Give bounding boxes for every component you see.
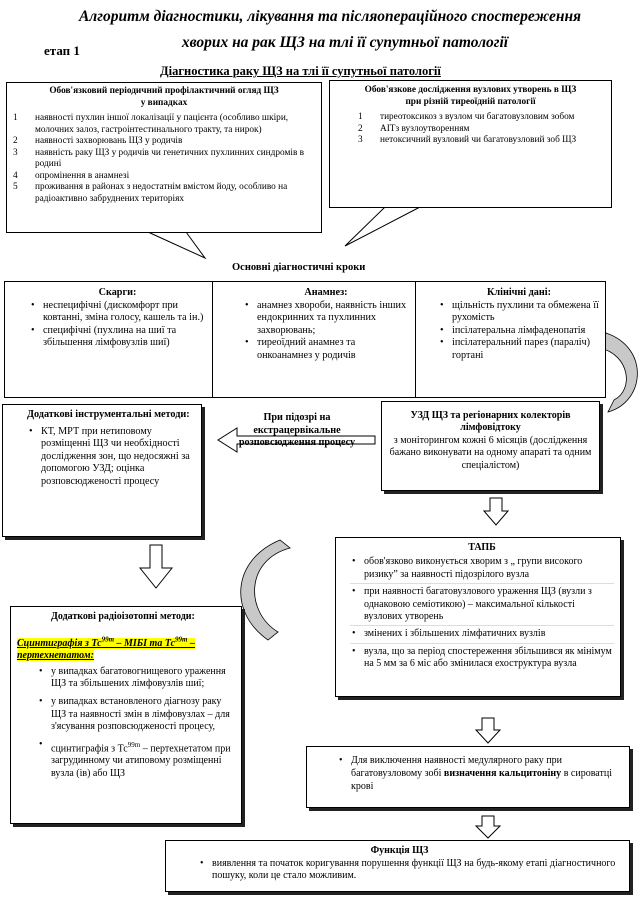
- list-item: • анамнез хвороби, наявність інших ендокринних та пухлинних захворювань;: [243, 300, 409, 338]
- scinti-line2: пертехнетатом:: [17, 649, 94, 661]
- function-title: Функція ЩЗ: [370, 845, 429, 856]
- down-arrow-tapb: [476, 718, 500, 743]
- list-item: • вузла, що за період спостереження збільшився як мінімум на 5 мм за 6 міс або змінилася ехоструктура вузла: [350, 646, 614, 671]
- tapb-box: [335, 537, 621, 697]
- anamnesis-list: [243, 300, 409, 363]
- complaints-list: [29, 300, 206, 350]
- exam-box-title: Обов'язковий періодичний профілактичний огляд ЩЗ у випадках: [49, 86, 279, 108]
- radio-box: [10, 606, 242, 824]
- uzd-text: з моніторингом кожні 6 місяців (дослідження бажано виконувати на одному апараті та одним спеціалістом): [389, 434, 592, 471]
- radio-list: [17, 666, 235, 780]
- scinti-highlight: Сцинтиграфія з $Тс^{99m}$ – МІБІ та $Тс^{99m}$ –: [17, 635, 195, 649]
- function-list: [178, 858, 621, 883]
- list-item: 1 наявності пухлин іншої локалізації у пацієнта (особливо шкіри, молочних залоз, гастроінтестинального тракту, та нирок): [13, 113, 289, 135]
- exam-callout-tail: [148, 232, 205, 258]
- radio-title: Додаткові радіоізотопні методи:: [51, 611, 195, 622]
- main-steps-box: [4, 281, 606, 398]
- down-arrow-instrumental: [140, 545, 172, 588]
- scintigraphy-label: [17, 633, 235, 662]
- list-item: 3 нетоксичний вузловий чи багатовузловий зоб ЩЗ: [358, 135, 577, 145]
- list-item: • сцинтиграфія з $Тс^{99m}$ – пертехнетатом при загрудинному чи атиповому розміщенні вузла (ів) або ЩЗ: [37, 739, 235, 780]
- list-item: • у випадках встановленого діагнозу раку ЩЗ та наявності змін в лімфовузлах – для з'ясування розповсюдженості процесу,: [37, 696, 235, 733]
- list-item: 5 проживання в районах з недостатнім вмістом йоду, особливо на радіоактивно забруднених територіях: [13, 182, 288, 204]
- calcitonin-list: [337, 755, 621, 793]
- suspicion-label: При підозрі на екстрацервікальне розповсюдження процесу: [238, 412, 356, 449]
- list-item: • щільність пухлини та обмежена її рухомість: [438, 300, 600, 325]
- down-arrow-calcitonin: [476, 816, 500, 838]
- function-box: [165, 840, 630, 892]
- anamnesis-title: Анамнез:: [304, 287, 348, 298]
- instrumental-list: [27, 426, 195, 489]
- main-steps-label: Основні діагностичні кроки: [232, 262, 366, 273]
- clinical-column: [416, 282, 606, 397]
- uzd-box: [381, 401, 600, 491]
- complaints-column: [5, 282, 213, 397]
- stage-label: етап 1: [44, 43, 80, 58]
- curved-arrow-radio: [241, 540, 290, 640]
- list-item: 2 наявності захворювань ЩЗ у родичів: [13, 136, 183, 146]
- list-item: • Для виключення наявності медулярного раку при багатовузловому зобі визначення кальцитоніну в сироватці крові: [337, 755, 621, 793]
- list-item: 3 наявність раку ЩЗ у родичів чи генетичних пухлинних синдромів в родині: [13, 147, 305, 169]
- title-line-1: Алгоритм діагностики, лікування та післяопераційного спостереження: [78, 8, 582, 25]
- uzd-title: УЗД ЩЗ та регіонарних колекторів лімфовідтоку: [410, 410, 571, 434]
- anamnesis-column: [213, 282, 416, 397]
- list-item: • при наявності багатовузлового ураження ЩЗ (вузли з однаковою семіотикою) – максимальної кількості вузлових утворень: [350, 586, 614, 626]
- nodule-box: [329, 80, 612, 208]
- title-line-2: хворих на рак ЩЗ на тлі її супутньої патології: [181, 34, 509, 51]
- list-item: • іпсілатеральна лімфаденопатія: [438, 325, 600, 338]
- list-item: • іпсілатеральний парез (параліч) гортані: [438, 337, 600, 362]
- list-item: 4 опромінення в анамнезі: [13, 170, 130, 181]
- list-item: • виявлення та початок коригування порушення функції ЩЗ на будь-якому етапі діагностичного пошуку, коли це стало можливим.: [198, 858, 621, 883]
- calcitonin-box: [306, 746, 630, 808]
- list-item: • КТ, МРТ при нетиповому розміщенні ЩЗ чи необхідності дослідження зон, що недосяжні за допомогою УЗД; оцінка розповсюдженості процесу: [27, 426, 195, 489]
- list-item: • специфічні (пухлина на шиї та збільшення лімфовузлів шиї): [29, 325, 206, 350]
- list-item: • тиреоїдний анамнез та онкоанамнез у родичів: [243, 337, 409, 362]
- clinical-list: [438, 300, 600, 363]
- instrumental-box: [2, 404, 202, 537]
- nodule-list: [338, 112, 603, 147]
- exam-box: [6, 82, 322, 233]
- tapb-list: [350, 556, 614, 670]
- list-item: • змінених і збільшених лімфатичних вузлів: [350, 628, 614, 643]
- list-item: 1 тиреотоксикоз з вузлом чи багатовузловим зобом: [358, 112, 575, 122]
- nodule-box-title: Обов'язкове дослідження вузлових утворень в ЩЗ при різній тиреоїдній патології: [364, 85, 577, 107]
- list-item: • обов'язково виконується хворим з „ групи високого ризику” за наявності підозрілого вузла: [350, 556, 614, 584]
- clinical-title: Клінічні дані:: [487, 287, 551, 298]
- list-item: • неспецифічні (дискомфорт при ковтанні, зміна голосу, кашель та ін.): [29, 300, 206, 325]
- nodule-callout-tail: [345, 207, 420, 246]
- list-item: • у випадках багатовогнищевого ураження ЩЗ та збільшених лімфовузлів шиї;: [37, 666, 235, 690]
- list-item: 2 АІТз вузлоутворенням: [358, 123, 470, 134]
- complaints-title: Скарги:: [98, 287, 137, 298]
- instrumental-title: Додаткові інструментальні методи:: [27, 409, 190, 420]
- tapb-title: ТАПБ: [468, 542, 496, 553]
- section-title: Діагностика раку ЩЗ на тлі її супутньої патології: [160, 64, 441, 78]
- down-arrow-uzd: [484, 498, 508, 525]
- exam-list: [13, 113, 315, 205]
